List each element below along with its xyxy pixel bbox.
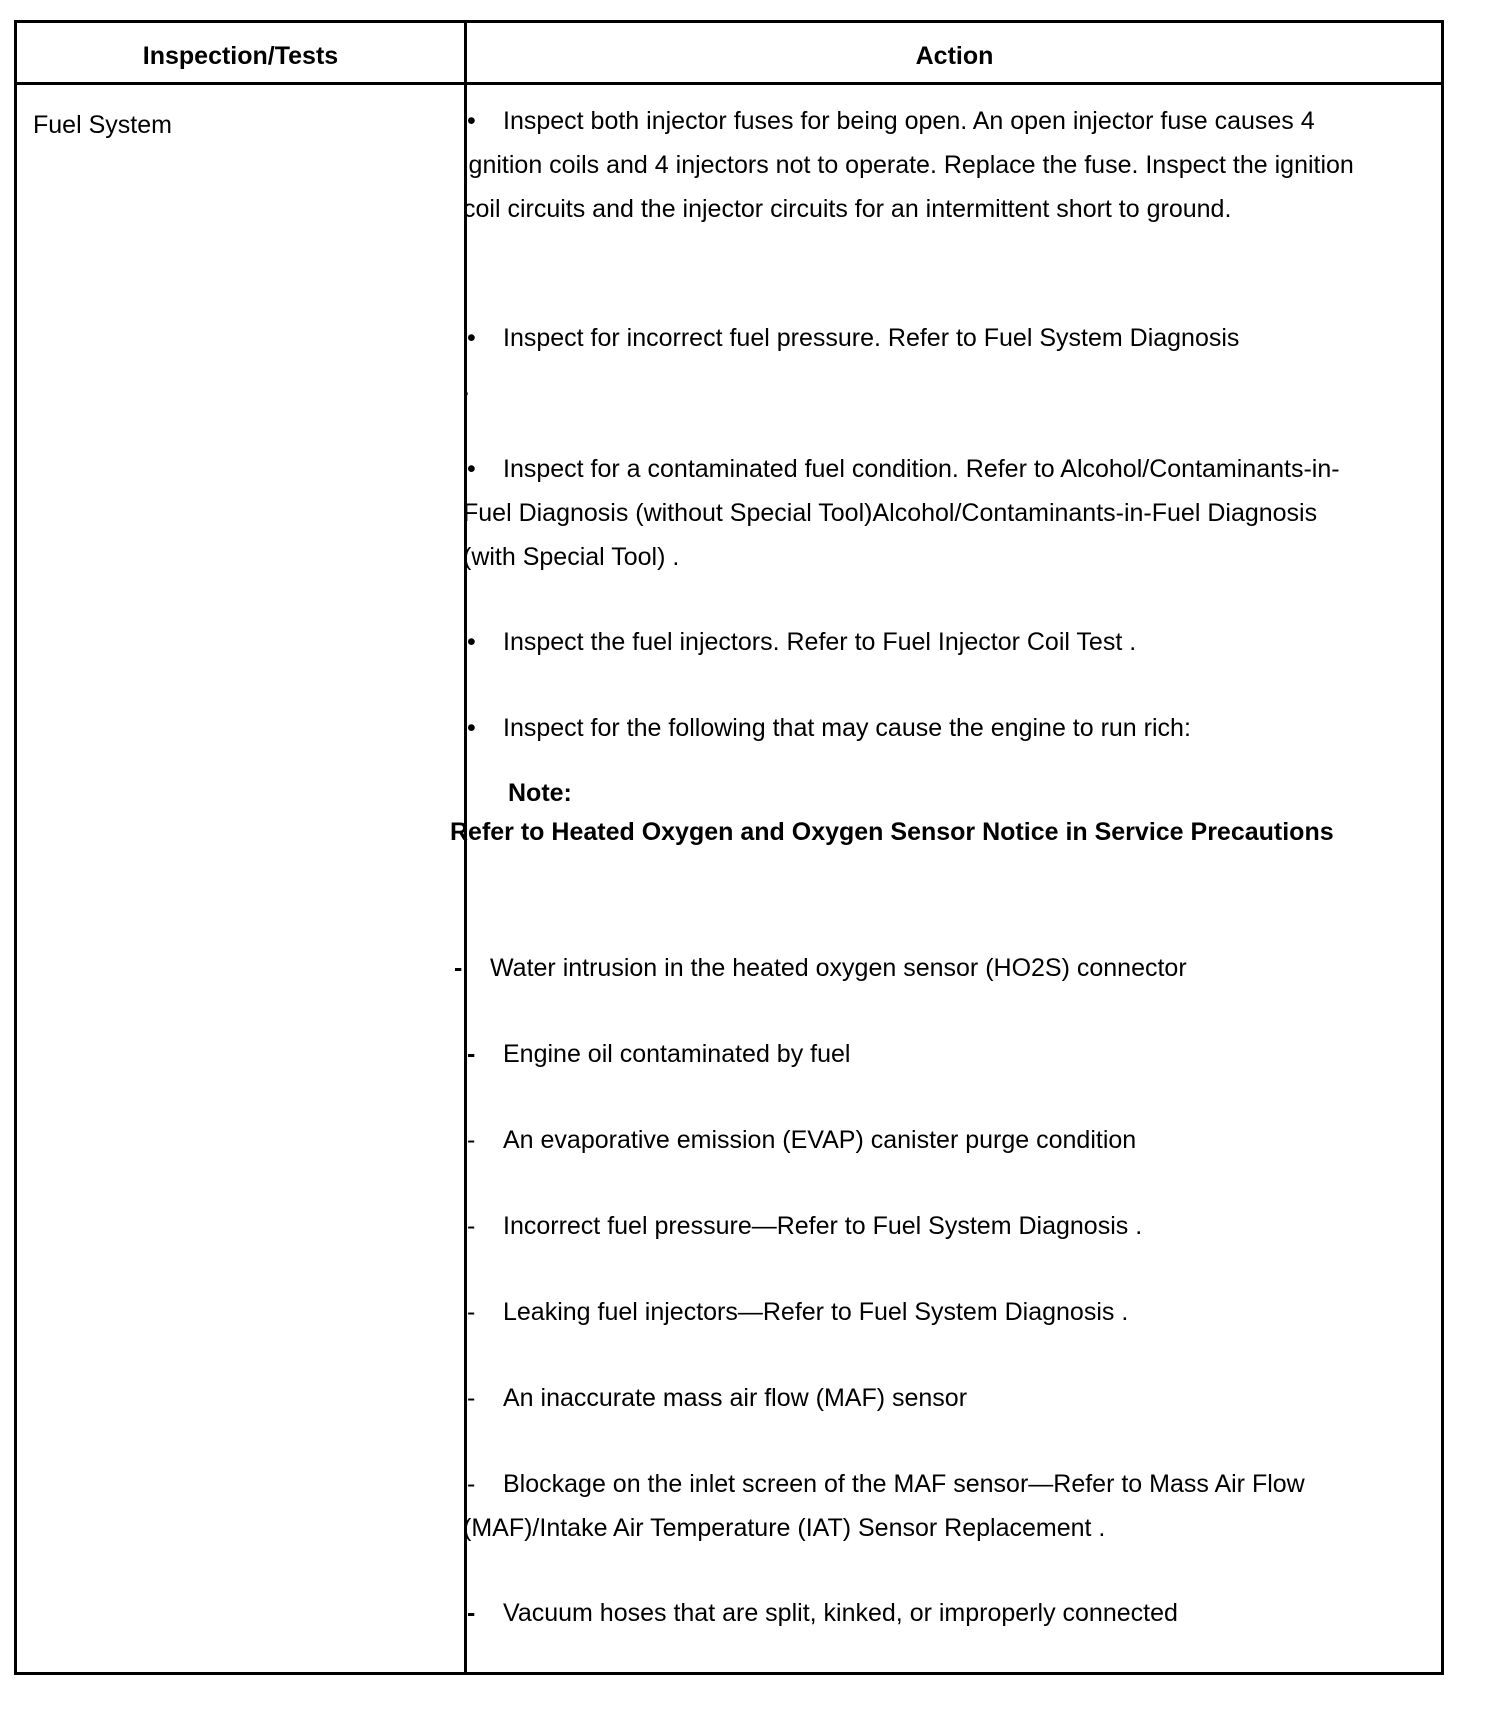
- dash-item-5: [463, 1290, 1363, 1334]
- dash-text: An evaporative emission (EVAP) canister purge condition: [503, 1126, 1137, 1154]
- dash-icon: -: [467, 1040, 476, 1068]
- bullet-icon: •: [467, 324, 476, 352]
- dash-icon: -: [467, 1470, 476, 1498]
- note-label: Note:: [508, 779, 572, 807]
- header-action: Action: [915, 42, 994, 70]
- dash-icon: -: [467, 1298, 476, 1326]
- dash-text: An inaccurate mass air flow (MAF) sensor: [503, 1384, 968, 1412]
- bullet-icon: •: [467, 455, 476, 483]
- header-divider: [17, 82, 1441, 85]
- action-bullet-3: [463, 447, 1363, 579]
- bullet-text: Inspect for a contaminated fuel condition. Refer to Alcohol/Contaminants-in-Fuel Diagnosis (without Special Tool)Alcohol/Contaminants-in-Fuel Diagnosis (with Special Tool) .: [463, 455, 1340, 571]
- row-label-fuel-system: Fuel System: [33, 111, 172, 139]
- dash-text: Water intrusion in the heated oxygen sensor (HO2S) connector: [490, 954, 1187, 982]
- bullet-icon: •: [467, 107, 476, 135]
- dash-icon: -: [467, 1599, 476, 1627]
- dash-item-4: [463, 1204, 1363, 1248]
- dash-icon: -: [454, 954, 463, 982]
- bullet-text: Inspect for the following that may cause the engine to run rich:: [503, 714, 1191, 742]
- bullet-text: Inspect the fuel injectors. Refer to Fuel Injector Coil Test .: [503, 628, 1137, 656]
- action-bullet-2: [463, 316, 1363, 360]
- bullet-icon: •: [467, 714, 476, 742]
- dash-text: Engine oil contaminated by fuel: [503, 1040, 851, 1068]
- note-text: Refer to Heated Oxygen and Oxygen Sensor Notice in Service Precautions: [450, 818, 1334, 846]
- dash-item-1: [450, 946, 1350, 990]
- dash-text: Blockage on the inlet screen of the MAF sensor—Refer to Mass Air Flow (MAF)/Intake Air Temperature (IAT) Sensor Replacement .: [463, 1470, 1305, 1542]
- dash-icon: -: [467, 1126, 476, 1154]
- action-bullet-4: [463, 620, 1363, 664]
- bullet-text: Inspect both injector fuses for being open. An open injector fuse causes 4 ignition coils and 4 injectors not to operate. Replace the fuse. Inspect the ignition coil circuits and the injector circuits for an intermittent short to ground.: [463, 107, 1354, 223]
- dash-icon: -: [467, 1384, 476, 1412]
- dash-text: Incorrect fuel pressure—Refer to Fuel System Diagnosis .: [503, 1212, 1143, 1240]
- dash-item-6: [463, 1376, 1363, 1420]
- dash-icon: -: [467, 1212, 476, 1240]
- bullet-text: Inspect for incorrect fuel pressure. Refer to Fuel System Diagnosis: [503, 324, 1240, 352]
- dash-text: Leaking fuel injectors—Refer to Fuel System Diagnosis .: [503, 1298, 1129, 1326]
- dash-item-8: [463, 1591, 1363, 1635]
- dash-item-2: [463, 1032, 1363, 1076]
- bullet-2-trailing-period: .: [463, 373, 470, 401]
- dash-text: Vacuum hoses that are split, kinked, or improperly connected: [503, 1599, 1178, 1627]
- bullet-icon: •: [467, 628, 476, 656]
- header-inspection-tests: Inspection/Tests: [142, 42, 339, 70]
- action-bullet-5: [463, 706, 1363, 750]
- dash-item-3: [463, 1118, 1363, 1162]
- action-bullet-1: [463, 99, 1363, 231]
- dash-item-7: [463, 1462, 1363, 1550]
